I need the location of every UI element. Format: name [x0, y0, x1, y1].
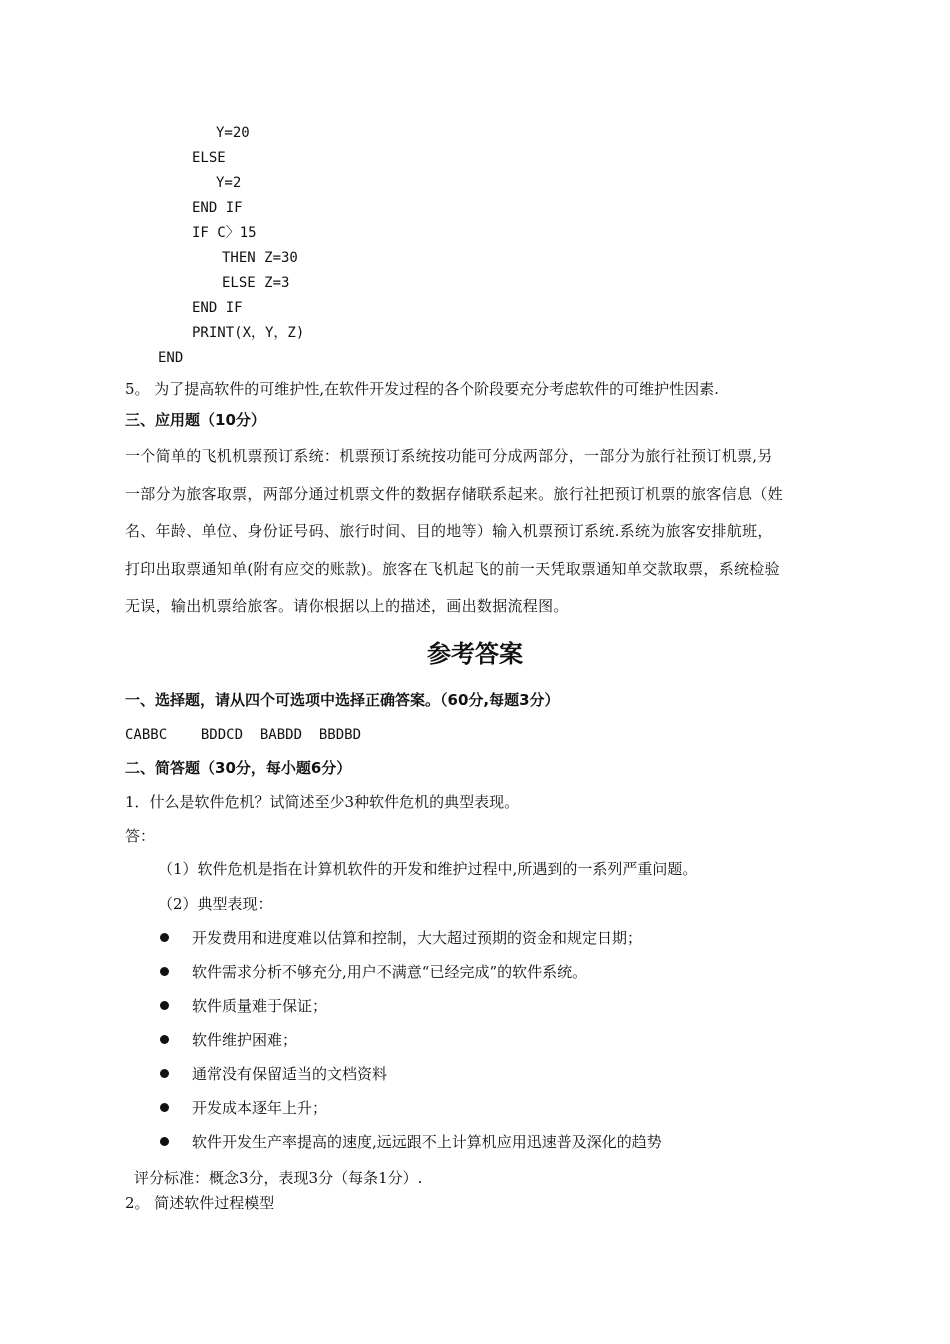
page-title: 参考答案 [427, 640, 523, 668]
paragraph-line: 打印出取票通知单(附有应交的账款)。旅客在飞机起飞的前一天凭取票通知单交款取票，系统检验 [125, 560, 780, 578]
section-heading: 三、应用题（10分） [125, 411, 266, 429]
list-item: 软件质量难于保证； [192, 997, 328, 1015]
choice-answers: CABBC BDDCD BABDD BBDBD [125, 727, 362, 743]
answer-label: 答： [125, 827, 156, 845]
code-line: THEN Z=30 [222, 250, 298, 266]
list-item: 软件开发生产率提高的速度,远远跟不上计算机应用迅速普及深化的趋势 [192, 1133, 662, 1151]
code-line: END IF [192, 300, 243, 316]
code-line: PRINT(X，Y，Z) [192, 325, 305, 341]
list-item: 软件需求分析不够充分,用户不满意“已经完成”的软件系统。 [192, 963, 588, 981]
bullet-icon [160, 967, 169, 976]
section-heading: 二、简答题（30分，每小题6分） [125, 759, 352, 777]
list-item: 开发成本逐年上升； [192, 1099, 328, 1117]
bullet-icon [160, 1103, 169, 1112]
bullet-icon [160, 933, 169, 942]
paragraph-line: 名、年龄、单位、身份证号码、旅行时间、目的地等）输入机票预订系统.系统为旅客安排航班， [125, 522, 773, 540]
answer-point: （1）软件危机是指在计算机软件的开发和维护过程中,所遇到的一系列严重问题。 [158, 860, 698, 878]
answer-point: （2）典型表现： [158, 895, 273, 913]
code-line: ELSE [192, 150, 226, 166]
paragraph-line: 无误，输出机票给旅客。请你根据以上的描述，画出数据流程图。 [125, 597, 569, 615]
scoring-note: 评分标准：概念3分，表现3分（每条1分）. [134, 1169, 423, 1187]
code-line: ELSE Z=3 [222, 275, 290, 291]
question-1: 1．什么是软件危机？试简述至少3种软件危机的典型表现。 [125, 793, 520, 811]
code-line: END [158, 350, 184, 366]
code-line: END IF [192, 200, 243, 216]
bullet-icon [160, 1137, 169, 1146]
list-item: 开发费用和进度难以估算和控制，大大超过预期的资金和规定日期； [192, 929, 643, 947]
paragraph-line: 一个简单的飞机机票预订系统：机票预订系统按功能可分成两部分，一部分为旅行社预订机票,另 [125, 447, 773, 465]
code-line: IF C〉15 [192, 225, 257, 241]
list-item: 通常没有保留适当的文档资料 [192, 1065, 388, 1083]
bullet-icon [160, 1001, 169, 1010]
code-line: Y=20 [216, 125, 250, 141]
bullet-icon [160, 1035, 169, 1044]
question-2: 2。 简述软件过程模型 [125, 1194, 275, 1212]
code-line: Y=2 [216, 175, 242, 191]
question-item-5: 5。 为了提高软件的可维护性,在软件开发过程的各个阶段要充分考虑软件的可维护性因素. [125, 380, 719, 398]
list-item: 软件维护困难； [192, 1031, 298, 1049]
paragraph-line: 一部分为旅客取票，两部分通过机票文件的数据存储联系起来。旅行社把预订机票的旅客信息（姓 [125, 485, 783, 503]
section-heading: 一、选择题，请从四个可选项中选择正确答案。（60分,每题3分） [125, 691, 560, 709]
bullet-icon [160, 1069, 169, 1078]
